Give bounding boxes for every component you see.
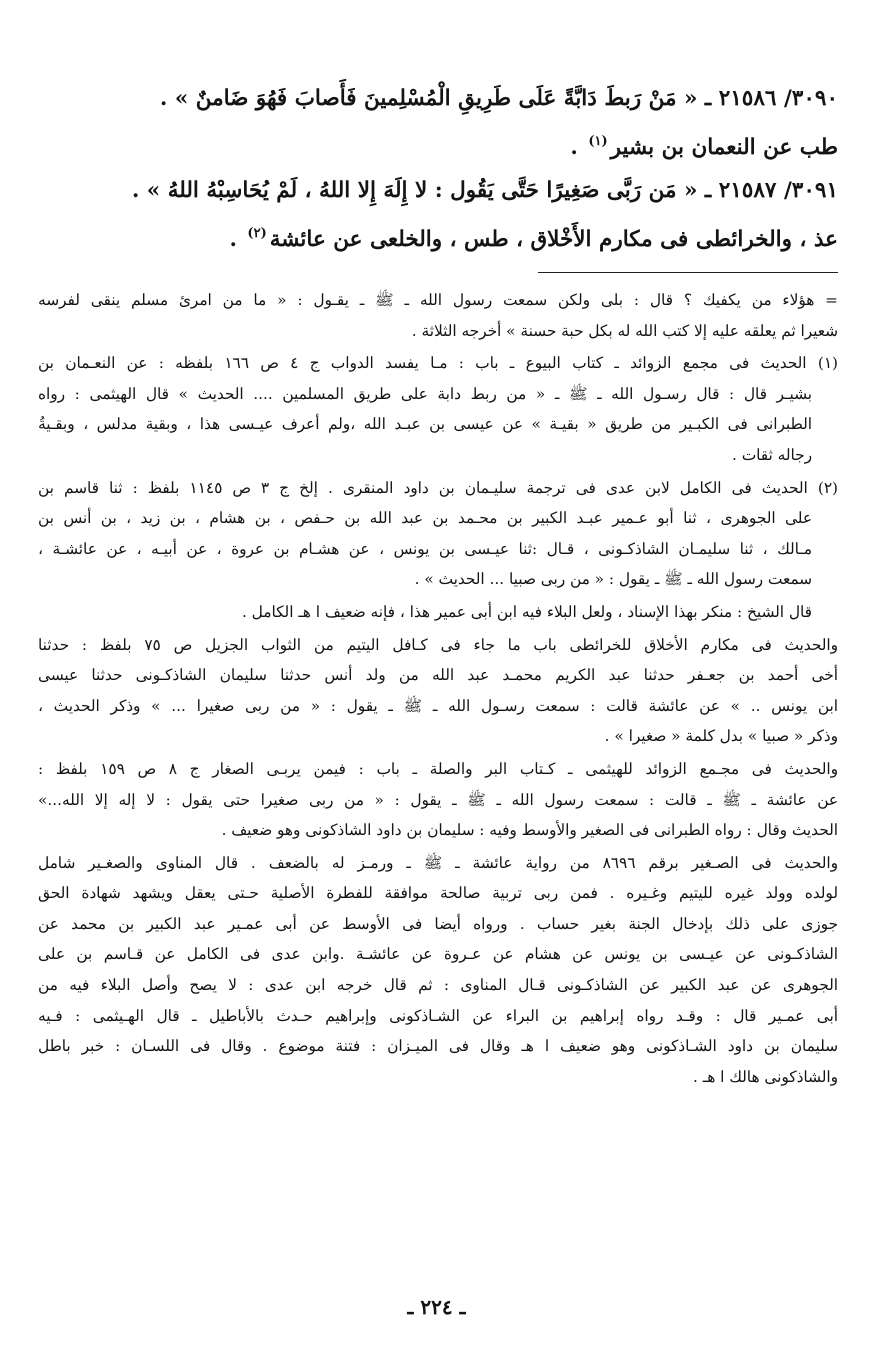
hadith-number: ٣٠٩١/ ٢١٥٨٧ (718, 178, 838, 203)
footnote-line: والحديث فى الصـغير برقم ٨٦٩٦ من رواية عائشة ـ ﷺ ـ ورمـز له بالضعف . قال المناوى والصغـير شامل (38, 853, 838, 872)
hadith-source (38, 213, 838, 260)
footnotes (38, 285, 838, 1092)
footnote-line: الطبرانى فى الكبـير من طريق « بقيـة » عن عيسى بن عبـد الله ،ولم أعرف عيـسى هذا ، وبقية مدلس ، وبقـيةُ (38, 415, 812, 434)
footnote-2 (38, 473, 838, 595)
hadith-3091 (38, 170, 838, 211)
footnote-line: جوزى على ذلك بإدخال الجنة بغير حساب . ورواه أيضا فى الأوسط عن أبى عمـير عبد الكبير بن محمد عن (38, 914, 838, 933)
footnote-line: والشاذكونى هالك ا هـ . (693, 1067, 838, 1086)
source-end: . (229, 227, 245, 252)
footnote-kharaiti (38, 630, 838, 752)
footnote-line: لولده وولد غيره لليتيم وغـيره . فمن ربى تربية صالحة موافقة للفطرة الأصلية حـتى يعقل ويشهد شهادة الحق (38, 884, 838, 903)
footnote-line: الجوهرى عن عبد الكبير عن الشاذكـونى قـال المناوى : ثم قال خرجه ابن عدى : لا يصح وأصل البلاء فيه من (38, 976, 838, 995)
hadith-text: ـ « مَنْ رَبطَ دَابَّةً عَلَى طَرِيقِ الْمُسْلِمينَ فَأَصابَ فَهُوَ ضَامنٌ » . (159, 86, 712, 111)
footnote-line: (٢) الحديث فى الكامل لابن عدى فى ترجمة سليـمان بن داود المنقرى . إلخ ج ٣ ص ١١٤٥ بلفظ : ثنا قاسم بن (38, 478, 838, 497)
footnote-saghir (38, 848, 838, 1093)
hadith-text: ـ « مَن رَبَّى صَغِيرًا حَتَّى يَقُول : لا إِلَهَ إِلا اللهُ ، لَمْ يُحَاسِبْهُ اللهُ » . (131, 178, 712, 203)
footnote-line: أخى أحمد بن جعـفر حدثنا عبد الكريم محمـد عبد الله من ولد أنس حدثنا سليمان الشاذكـونى حدثنا عيسى (38, 666, 838, 685)
source-text: طب عن النعمان بن بشير (610, 135, 838, 160)
source-end: . (570, 135, 586, 160)
footnote-divider (538, 272, 838, 273)
footnote-line: والحديث فى مكارم الأخلاق للخرائطى باب ما جاء فى كـافل اليتيم من الثواب الجزيل ص ٧٥ بلفظ : حدثنا (38, 635, 838, 654)
footnote-ref: (١) (588, 134, 608, 149)
footnote-line: ابن يونس .. » عن عائشة قالت : سمعت رسـول الله ـ ﷺ ـ يقول : « من ربى صغيرا ... » وذكر الحديث ، (38, 696, 838, 715)
footnote-line: سليمان بن داود الشـاذكونى وهو ضعيف ا هـ وقال فى الميـزان : فتنة موضوع . وقال فى اللسـان : خبر باطل (38, 1037, 838, 1056)
hadith-3090 (38, 78, 838, 119)
footnote-line: مـالك ، ثنا سليمـان الشاذكـونى ، قـال :ثنا عيـسى بن يونس ، عن هشـام بن عروة ، عن أبيـه ، عن عائشـة ، (38, 539, 812, 558)
footnote-line: وذكر « صبيا » بدل كلمة « صغيرا » . (604, 727, 838, 746)
footnote-line: = هؤلاء من يكفيك ؟ قال : بلى ولكن سمعت رسول الله ـ ﷺ ـ يقـول : « ما من امرئ مسلم ينقى لفرسه (38, 291, 838, 309)
footnote-line: والحديث فى مجـمع الزوائد للهيثمى ـ كـتاب البر والصلة ـ باب : فيمن يربـى الصغار ج ٨ ص ١٥٩ بلفظ : (38, 759, 838, 778)
footnote-line: (١) الحديث فى مجمع الزوائد ـ كتاب البيوع ـ باب : مـا يفسد الدواب ج ٤ ص ١٦٦ بلفظه : عن النعـمان بن (38, 354, 838, 373)
footnote-shaykh (38, 597, 838, 628)
footnote-continuation (38, 285, 838, 346)
source-text: عذ ، والخرائطى فى مكارم الأَخْلاق ، طس ، والخلعى عن عائشة (269, 227, 838, 252)
hadith-source (38, 121, 838, 168)
page-body (38, 78, 838, 1094)
footnote-line: قال الشيخ : منكر بهذا الإسناد ، ولعل البلاء فيه ابن أبى عمير هذا ، فإنه ضعيف ا هـ الكامل . (241, 602, 812, 621)
footnote-line: بشيـر قال : قال رسـول الله ـ ﷺ ـ « من ربط دابة على طريق المسلمين .... الحديث » قال الهيثمى : رواه (38, 384, 812, 403)
footnote-line: شعيرا ثم يعلقه عليه إلا كتب الله له بكل حبة حسنة » أخرجه الثلاثة . (411, 321, 838, 340)
footnote-line: الحديث وقال : رواه الطبرانى فى الصغير والأوسط وفيه : سليمان بن داود الشاذكونى وهو ضعيف . (221, 821, 838, 840)
footnote-line: على الجوهرى ، ثنا أبو عـمير عبـد الكبير بن محـمد بن عبد الله بن حـفص ، بن هشام ، بن زيد ، بن أنس بن (38, 509, 812, 528)
hadith-number: ٣٠٩٠/ ٢١٥٨٦ (718, 86, 838, 111)
footnote-line: عن عائشة ـ ﷺ ـ قالت : سمعت رسول الله ـ ﷺ ـ يقول : « من ربى صغيرا حتى يقول : لا إله إلا الله...» (38, 790, 838, 809)
footnote-line: سمعت رسول الله ـ ﷺ ـ يقول : « من ربى صبيا ... الحديث » . (414, 570, 812, 589)
footnote-haythami (38, 754, 838, 846)
footnote-1 (38, 348, 838, 470)
footnote-line: الشاذكـونى عن عيـسى بن يونس عن هشام عن عـروة عن عائشـة .وابن عدى فى الكامل عن قـاسم بن على (38, 945, 838, 964)
footnote-line: رجاله ثقات . (731, 445, 812, 464)
hadith-main-text (38, 78, 838, 260)
page-number: ـ ٢٢٤ ـ (407, 1295, 466, 1319)
footnote-line: أبى عمـير قال : وقـد رواه إبراهيم بن البراء عن الشـاذكونى وإبراهيم حـدث بالأباطيل ـ قال الهـيثمى : فـيه (38, 1006, 838, 1025)
footnote-ref: (٢) (247, 226, 267, 241)
